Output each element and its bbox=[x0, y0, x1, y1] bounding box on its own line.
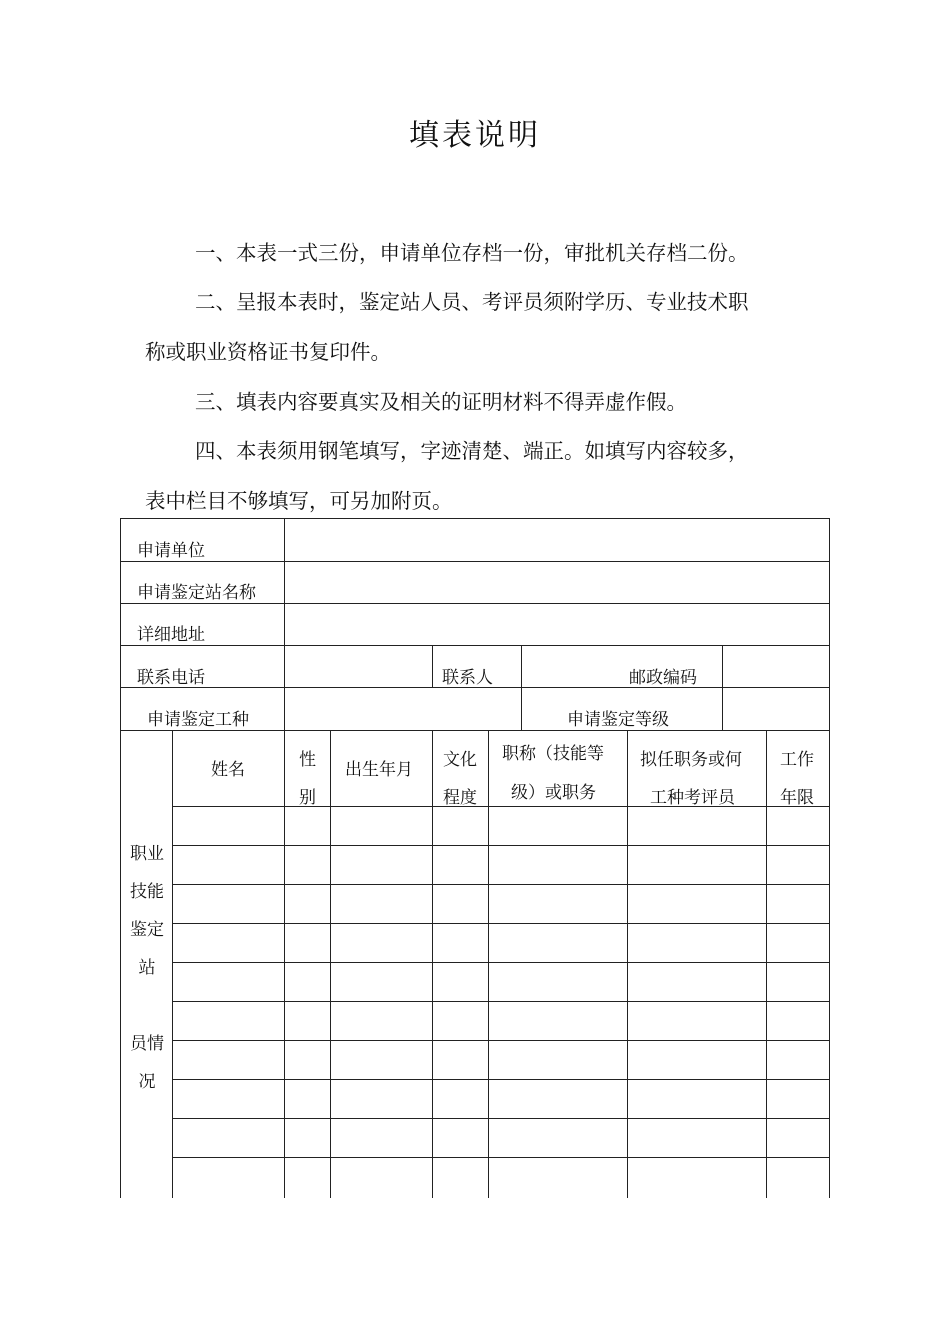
header-title-1: 职称（技能等 bbox=[502, 744, 604, 764]
phone-label: 联系电话 bbox=[137, 668, 205, 688]
table-row[interactable] bbox=[173, 846, 829, 884]
table-row[interactable] bbox=[173, 1119, 829, 1157]
page-title: 填表说明 bbox=[409, 118, 541, 153]
instruction-item-4-line-1: 四、本表须用钢笔填写，字迹清楚、端正。如填写内容较多， bbox=[195, 439, 749, 463]
staff-section-label bbox=[127, 835, 167, 1101]
header-years-1: 工作 bbox=[780, 750, 814, 770]
table-row[interactable] bbox=[173, 924, 829, 962]
header-education-1: 文化 bbox=[443, 750, 477, 770]
level-field[interactable] bbox=[723, 688, 829, 730]
instruction-item-2-line-2: 称或职业资格证书复印件。 bbox=[145, 340, 391, 364]
header-gender-2: 别 bbox=[299, 788, 316, 808]
staff-label-line-4: 站 bbox=[138, 958, 156, 978]
applicant-unit-field[interactable] bbox=[285, 519, 829, 561]
contact-label: 联系人 bbox=[442, 668, 493, 688]
station-name-label: 申请鉴定站名称 bbox=[137, 583, 256, 603]
header-education-2: 程度 bbox=[443, 788, 477, 808]
level-label: 申请鉴定等级 bbox=[567, 710, 669, 730]
staff-label-line-2: 技能 bbox=[130, 882, 164, 902]
header-years-2: 年限 bbox=[780, 788, 814, 808]
header-gender-1: 性 bbox=[299, 750, 316, 770]
staff-label-line-5 bbox=[127, 987, 167, 1025]
instruction-item-3: 三、填表内容要真实及相关的证明材料不得弄虚作假。 bbox=[195, 390, 687, 414]
table-row[interactable] bbox=[173, 807, 829, 845]
address-label: 详细地址 bbox=[137, 625, 205, 645]
table-row[interactable] bbox=[173, 885, 829, 923]
header-role-2: 工种考评员 bbox=[650, 788, 735, 808]
trade-field[interactable] bbox=[285, 688, 521, 730]
postcode-label: 邮政编码 bbox=[629, 668, 697, 688]
station-name-field[interactable] bbox=[285, 562, 829, 603]
staff-label-line-3: 鉴定 bbox=[130, 920, 164, 940]
phone-field[interactable] bbox=[285, 646, 432, 687]
address-field[interactable] bbox=[285, 604, 829, 645]
header-birth: 出生年月 bbox=[345, 760, 413, 780]
header-role-1: 拟任职务或何 bbox=[640, 750, 742, 770]
staff-label-line-6: 员情 bbox=[130, 1034, 164, 1054]
staff-label-line-1: 职业 bbox=[130, 844, 164, 864]
header-name: 姓名 bbox=[211, 760, 245, 780]
instruction-item-4-line-2: 表中栏目不够填写，可另加附页。 bbox=[145, 489, 453, 513]
table-row[interactable] bbox=[173, 1158, 829, 1198]
staff-label-line-7: 况 bbox=[138, 1072, 156, 1092]
table-row[interactable] bbox=[173, 1080, 829, 1118]
trade-label: 申请鉴定工种 bbox=[147, 710, 249, 730]
table-row[interactable] bbox=[173, 1041, 829, 1079]
postcode-field[interactable] bbox=[723, 646, 829, 687]
instruction-item-2-line-1: 二、呈报本表时，鉴定站人员、考评员须附学历、专业技术职 bbox=[195, 290, 749, 314]
instruction-item-1: 一、本表一式三份，申请单位存档一份，审批机关存档二份。 bbox=[195, 241, 749, 265]
table-row[interactable] bbox=[173, 1002, 829, 1040]
header-title-2: 级）或职务 bbox=[511, 783, 596, 803]
applicant-unit-label: 申请单位 bbox=[137, 541, 205, 561]
table-row[interactable] bbox=[173, 963, 829, 1001]
